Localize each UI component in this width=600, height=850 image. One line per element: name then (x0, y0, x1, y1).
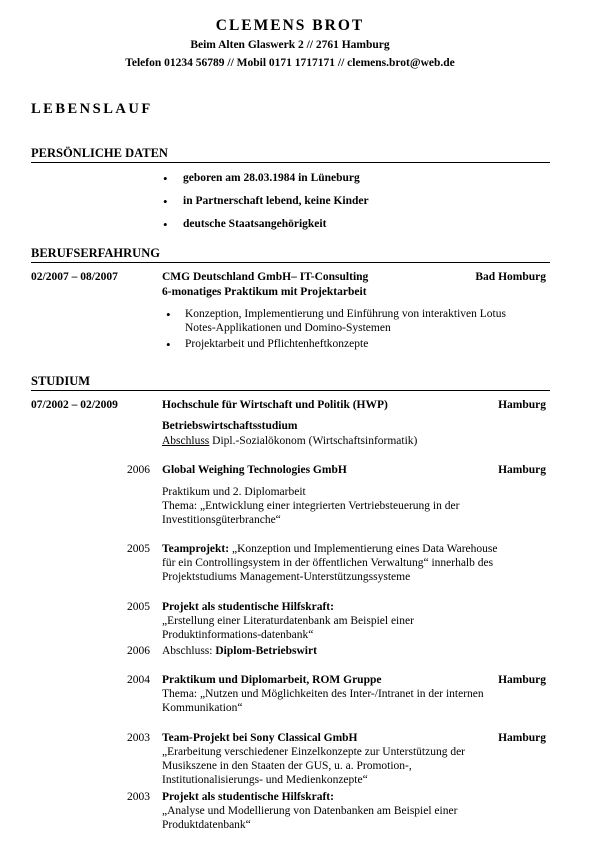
entry-text: Investitionsgüterbranche“ (162, 514, 281, 526)
entry-text: Praktikum und 2. Diplomarbeit (162, 486, 306, 498)
applicant-contact: Telefon 01234 56789 // Mobil 0171 1717171 // clemens.brot@web.de (125, 57, 455, 69)
studies-subtitle: Betriebswirtschaftsstudium (162, 420, 298, 432)
entry-title: Team-Projekt bei Sony Classical GmbH (162, 732, 358, 744)
bullet-icon: • (163, 217, 168, 232)
experience-date: 02/2007 – 08/2007 (31, 271, 118, 283)
bullet-icon: • (163, 194, 168, 209)
bullet-icon: • (163, 171, 168, 186)
studies-location: Hamburg (498, 399, 546, 411)
entry-text: „Analyse und Modellierung von Datenbanken am Beispiel einer (162, 805, 458, 817)
entry-text: Projektstudiums Management-Unterstützungssysteme (162, 571, 411, 583)
bullet-icon: • (166, 307, 171, 322)
entry-text: Musikszene in den Staaten der GUS, u. a. Promotion-, (162, 760, 412, 772)
entry-text: Produktdatenbank“ (162, 819, 251, 831)
entry-year: 2006 (127, 464, 150, 476)
entry-text: „Erstellung einer Literaturdatenbank am Beispiel einer (162, 615, 414, 627)
entry-degree: Abschluss: Diplom-Betriebswirt (162, 645, 317, 657)
experience-location: Bad Homburg (475, 271, 546, 283)
entry-text: Kommunikation“ (162, 702, 243, 714)
entry-title: Global Weighing Technologies GmbH (162, 464, 347, 476)
entry-location: Hamburg (498, 674, 546, 686)
entry-title: Projekt als studentische Hilfskraft: (162, 601, 334, 613)
entry-year: 2004 (127, 674, 150, 686)
experience-company: CMG Deutschland GmbH– IT-Consulting (162, 271, 369, 283)
entry-title: Projekt als studentische Hilfskraft: (162, 791, 334, 803)
cv-page: CLEMENS BROT Beim Alten Glaswerk 2 // 2761 Hamburg Telefon 01234 56789 // Mobil 0171 1717171 // clemens.brot@web.de LEBENSLAUF PERSÖNLICHE DATEN • geboren am 28.03.1984 in Lüneburg • in Partnerschaft lebend, keine Kinder • deutsche Staatsangehörigkeit BERUFSERFAHRUNG 02/2007 – 08/2007 CMG Deutschland GmbH– IT-Consulting Bad Homburg 6-monatiges Praktikum mit Projektarbeit • Konzeption, Implementierung und Einführung von interaktiven Lotus Notes-Applikationen und Domino-Systemen • Projektarbeit und Pflichtenheftkonzepte STUDIUM 07/2002 – 02/2009 Hochschule für Wirtschaft und Politik (HWP) Hamburg Betriebswirtschaftsstudium Abschluss Dipl.-Sozialökonom (Wirtschaftsinformatik) 2006 Global Weighing Technologies GmbH Hamburg Praktikum und 2. Diplomarbeit Thema: „Entwicklung einer integrierten Vertriebsteuerung in der Investitionsgüterbranche“ 2005 Teamprojekt: „Konzeption und Implementierung eines Data Warehouse für ein Controllingsystem in der öffentlichen Verwaltung“ innerhalb des Projektstudiums Management-Unterstützungssysteme 2005 Projekt als studentische Hilfskraft: „Erstellung einer Literaturdatenbank am Beispiel einer Produktinformations-datenbank“ 2006 Abschluss: Diplom-Betriebswirt 2004 Praktikum und Diplomarbeit, ROM Gruppe Hamburg Thema: „Nutzen und Möglichkeiten des Inter-/Intranet in der internen Kommunikation“ 2003 Team-Projekt bei Sony Classical GmbH Hamburg „Erarbeitung verschiedener Einzelkonzepte zur Unterstützung der Musikszene in den Staaten der GUS, u. a. Promotion-, Institutionalisierungs- und Medienkonzepte“ 2003 Projekt als studentische Hilfskraft: „Analyse und Modellierung von Datenbanken am Beispiel einer Produktdatenbank“ (0, 0, 600, 850)
studies-date: 07/2002 – 02/2009 (31, 399, 118, 411)
bullet-icon: • (166, 337, 171, 352)
entry-text: Thema: „Nutzen und Möglichkeiten des Inter-/Intranet in der internen (162, 688, 484, 700)
entry-year: 2003 (127, 732, 150, 744)
section-heading-personal: PERSÖNLICHE DATEN (31, 146, 550, 163)
applicant-address: Beim Alten Glaswerk 2 // 2761 Hamburg (190, 39, 390, 51)
entry-text: Produktinformations-datenbank“ (162, 629, 314, 641)
entry-location: Hamburg (498, 732, 546, 744)
studies-degree: Abschluss Dipl.-Sozialökonom (Wirtschaftsinformatik) (162, 435, 418, 447)
entry-title: Praktikum und Diplomarbeit, ROM Gruppe (162, 674, 382, 686)
entry-text: Institutionalisierungs- und Medienkonzepte“ (162, 774, 368, 786)
entry-year: 2006 (127, 645, 150, 657)
entry-text: „Erarbeitung verschiedener Einzelkonzepte zur Unterstützung der (162, 746, 466, 758)
entry-title: Teamprojekt: „Konzeption und Implementierung eines Data Warehouse (162, 543, 498, 555)
entry-year: 2005 (127, 543, 150, 555)
entry-text: für ein Controllingsystem in der öffentlichen Verwaltung“ innerhalb des (162, 557, 494, 569)
section-heading-experience: BERUFSERFAHRUNG (31, 246, 550, 263)
entry-year: 2003 (127, 791, 150, 803)
entry-year: 2005 (127, 601, 150, 613)
entry-text: Thema: „Entwicklung einer integrierten Vertriebsteuerung in der (162, 500, 460, 512)
experience-subtitle: 6-monatiges Praktikum mit Projektarbeit (162, 286, 367, 298)
document-title: LEBENSLAUF (31, 101, 153, 117)
studies-institution: Hochschule für Wirtschaft und Politik (HWP) (162, 399, 388, 411)
entry-location: Hamburg (498, 464, 546, 476)
section-heading-studies: STUDIUM (31, 374, 550, 391)
applicant-name: CLEMENS BROT (215, 17, 365, 34)
